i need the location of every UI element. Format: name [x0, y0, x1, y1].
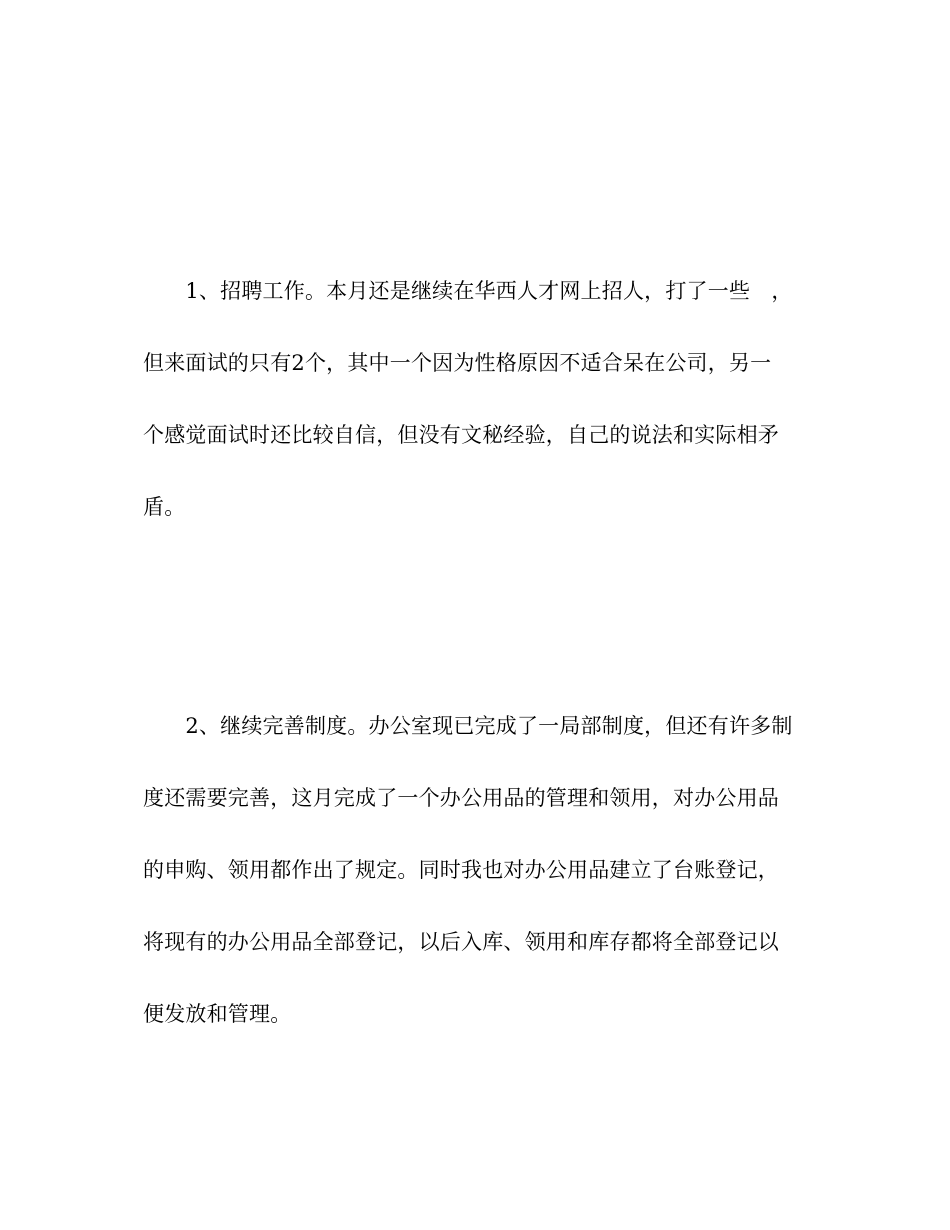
paragraph-recruitment	[143, 271, 813, 559]
text-line: 2、继续完善制度。办公室现已完成了一局部制度，但还有许多制	[143, 714, 793, 738]
text-line: 盾。	[143, 495, 186, 519]
paragraph-regulations	[143, 706, 813, 1066]
text-line: 1、招聘工作。本月还是继续在华西人才网上招人，打了一些 ，	[143, 279, 793, 303]
text-line: 将现有的办公用品全部登记，以后入库、领用和库存都将全部登记以	[143, 930, 779, 954]
text-line: 个感觉面试时还比较自信，但没有文秘经验，自己的说法和实际相矛	[143, 423, 779, 447]
text-line: 便发放和管理。	[143, 1002, 292, 1026]
text-line: 度还需要完善，这月完成了一个办公用品的管理和领用，对办公用品	[143, 786, 779, 810]
text-line: 但来面试的只有2个，其中一个因为性格原因不适合呆在公司，另一	[143, 351, 772, 375]
text-line: 的申购、领用都作出了规定。同时我也对办公用品建立了台账登记，	[143, 858, 779, 882]
